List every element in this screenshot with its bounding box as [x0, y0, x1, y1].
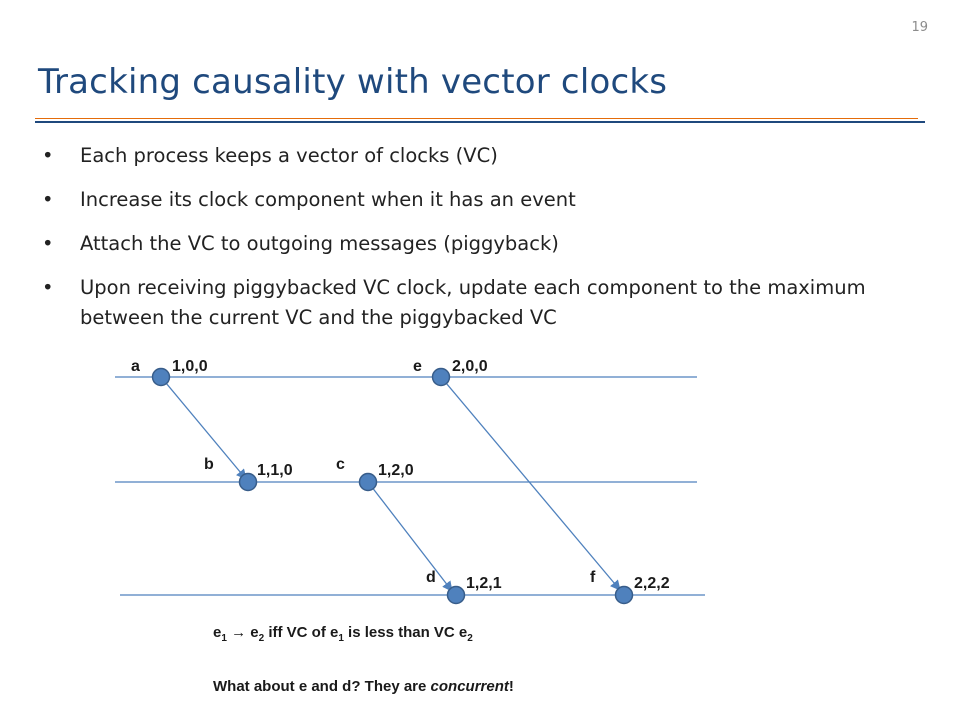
event-node-d: [448, 587, 465, 604]
question-end: !: [508, 678, 514, 695]
note-subscript: 1: [338, 633, 344, 644]
event-clock-c: 1,2,0: [378, 462, 414, 479]
concurrency-question: [213, 678, 514, 695]
note-text: e: [250, 624, 259, 641]
event-label-e: e: [413, 358, 422, 375]
event-label-c: c: [336, 456, 345, 473]
causality-rule-text: [213, 624, 473, 644]
note-text: e: [213, 624, 222, 641]
event-node-f: [616, 587, 633, 604]
slide-number: 19: [911, 20, 928, 35]
event-clock-f: 2,2,2: [634, 575, 670, 592]
note-text: iff VC of e: [264, 624, 339, 641]
bullet-text: Attach the VC to outgoing messages (piggyback): [80, 232, 559, 255]
bullet-icon: •: [42, 276, 54, 299]
event-node-a: [153, 369, 170, 386]
event-label-f: f: [590, 569, 596, 586]
bullet-text: Each process keeps a vector of clocks (VC): [80, 144, 498, 167]
event-node-e: [433, 369, 450, 386]
event-clock-d: 1,2,1: [466, 575, 502, 592]
concurrent-emphasis: concurrent: [430, 678, 509, 695]
bullet-icon: •: [42, 144, 54, 167]
note-subscript: 2: [258, 633, 265, 644]
note-text: is less than VC e: [343, 624, 468, 641]
note-subscript: 2: [467, 633, 473, 644]
event-node-c: [360, 474, 377, 491]
bullet-icon: •: [42, 232, 54, 255]
event-clock-b: 1,1,0: [257, 462, 293, 479]
bullet-text: Upon receiving piggybacked VC clock, update each component to the maximum between the current VC and the piggybacked VC: [80, 276, 866, 329]
bullet-text: Increase its clock component when it has an event: [80, 188, 576, 211]
event-node-b: [240, 474, 257, 491]
event-clock-e: 2,0,0: [452, 358, 488, 375]
note-subscript: 1: [221, 633, 227, 644]
message-arrow-e-to-f: [441, 377, 620, 590]
event-label-d: d: [426, 569, 436, 586]
question-text: What about e and d? They are: [213, 678, 431, 695]
slide-title: Tracking causality with vector clocks: [38, 62, 668, 102]
message-arrow-c-to-d: [368, 482, 452, 591]
right-arrow-icon: →: [231, 624, 247, 641]
bullet-icon: •: [42, 188, 54, 211]
event-label-a: a: [131, 358, 140, 375]
event-label-b: b: [204, 456, 214, 473]
event-clock-a: 1,0,0: [172, 358, 208, 375]
